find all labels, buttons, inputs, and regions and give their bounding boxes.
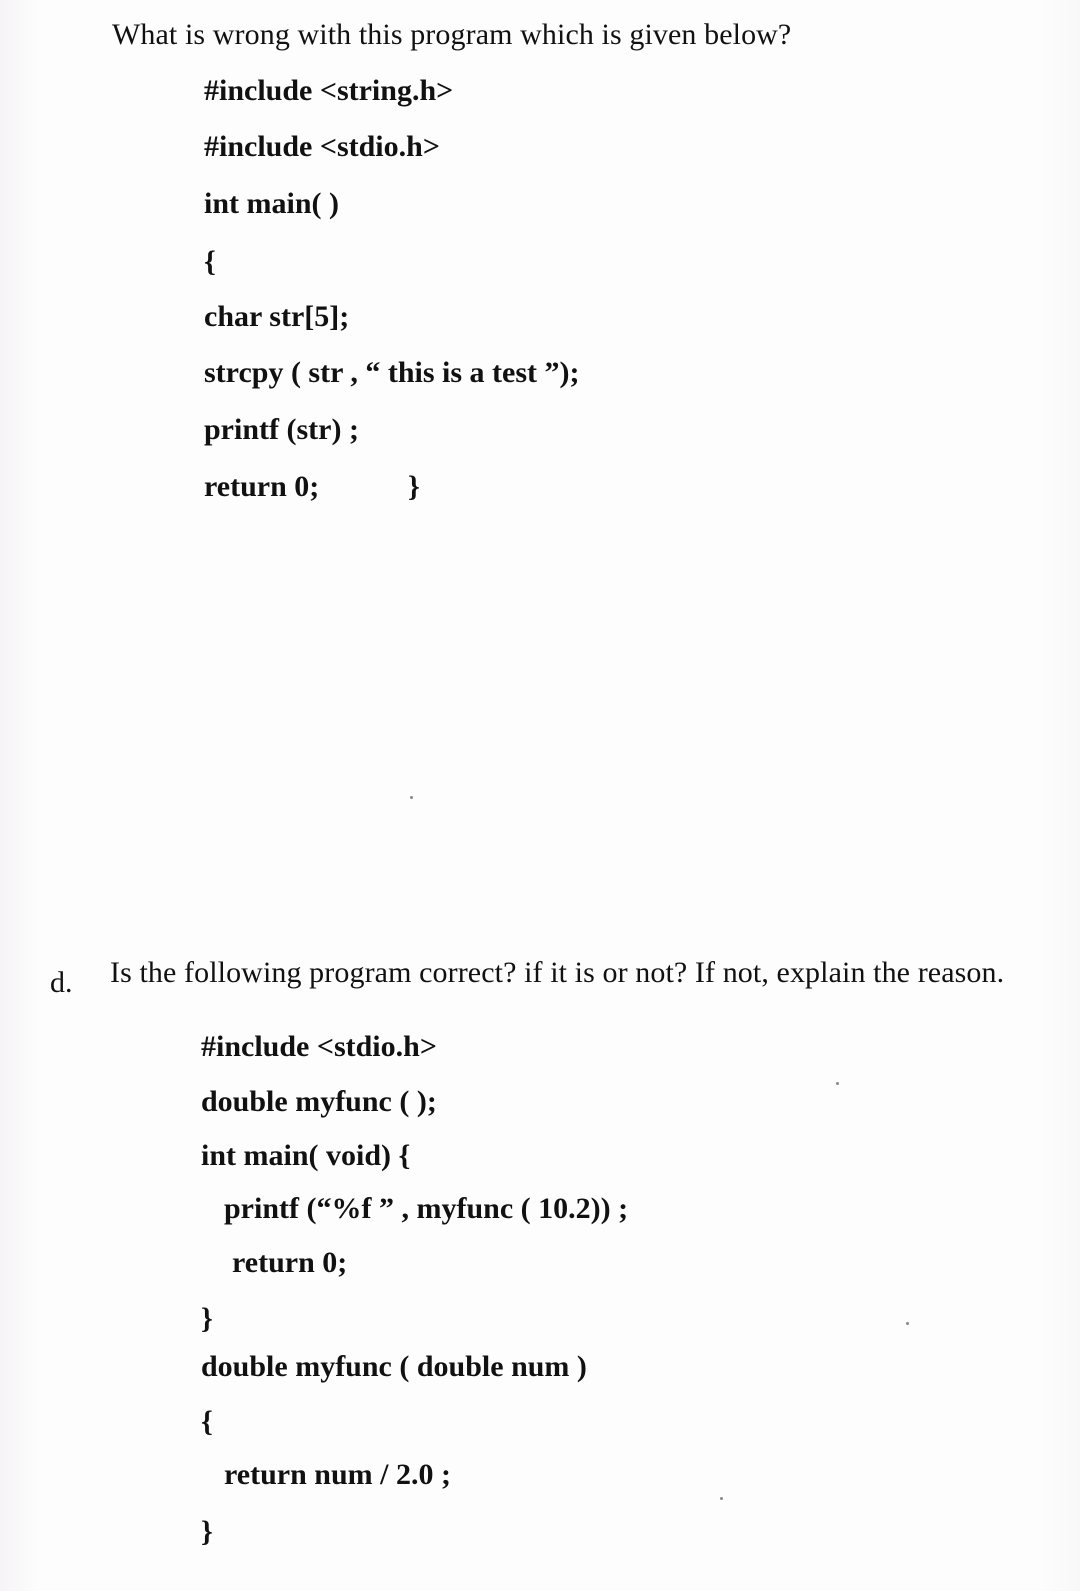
code-line: }	[201, 1515, 213, 1548]
code-line: double myfunc ( );	[201, 1085, 437, 1118]
code-line: int main( )	[204, 187, 339, 220]
scan-speck	[720, 1497, 723, 1500]
scan-speck	[410, 796, 413, 799]
code-line: char str[5];	[204, 300, 350, 333]
question-d-label: d.	[50, 966, 73, 999]
code-line: #include <string.h>	[204, 74, 454, 107]
code-line: return 0;	[232, 1246, 348, 1279]
code-line: #include <stdio.h>	[201, 1030, 437, 1063]
code-line: printf (“%f ” , myfunc ( 10.2)) ;	[224, 1192, 629, 1225]
code-line: }	[201, 1302, 213, 1335]
code-line: {	[204, 245, 216, 278]
code-line: strcpy ( str , “ this is a test ”);	[204, 356, 580, 389]
question-c-prompt: What is wrong with this program which is given below?	[112, 18, 792, 51]
scan-speck	[836, 1082, 839, 1085]
code-line: }	[408, 470, 420, 503]
code-line: double myfunc ( double num )	[201, 1350, 587, 1383]
code-line: {	[201, 1405, 213, 1438]
code-line: int main( void) {	[201, 1139, 411, 1172]
code-line: #include <stdio.h>	[204, 130, 440, 163]
code-line: return 0;	[204, 470, 320, 503]
scan-speck	[906, 1322, 909, 1325]
code-line: printf (str) ;	[204, 413, 359, 446]
code-line: return num / 2.0 ;	[224, 1458, 451, 1491]
question-d-prompt: Is the following program correct? if it is or not? If not, explain the reason.	[110, 956, 1005, 989]
